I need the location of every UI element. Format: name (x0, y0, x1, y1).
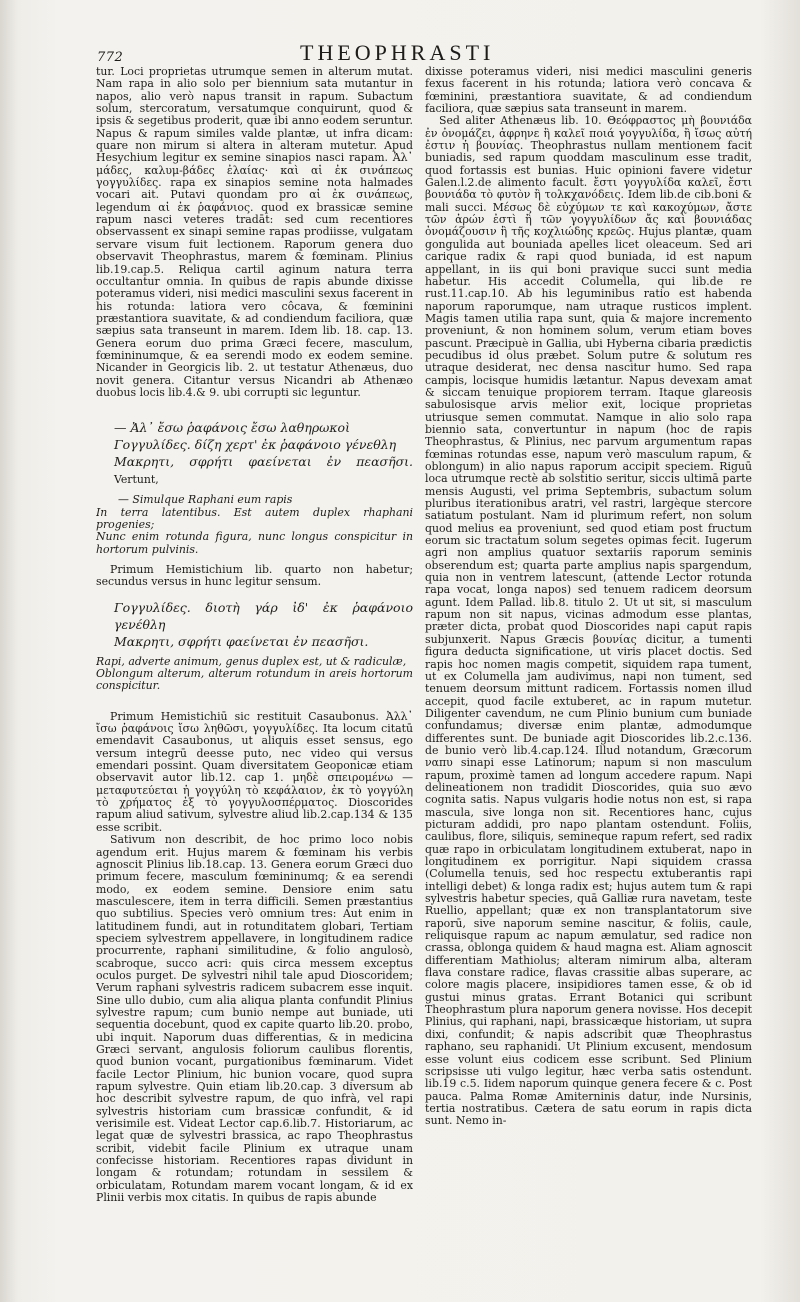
greek-line: — Ἀλ᾽ ἔσω ῥαφάνοις ἔσω λαθηρωκοὶ (114, 420, 350, 436)
verse-line: Nunc enim rotunda figura, nunc longus conspicitur in hortorum pulvinis. (96, 530, 413, 556)
left-paragraph-1: tur. Loci proprietas utrumque semen in alterum mutat. Nam rapa in alio solo per biennium sata mutantur in napos, alio verò napus transit in rapum. Subactum solum, stercoratum, versatumque conquirunt, quod & ipsis & segetibus proderit, quæ ibi anno eodem seruntur. Napus & rapum similes valde plantæ, ut infra dicam: quare non mirum si altera in alteram mutetur. Apud Hesychium legitur ex semine sinapios nasci rapam. Ἀλ᾽ μάδες, καλυμ-βάδες ἐλαίας· καὶ αἱ ἐκ σινάπεως γογγυλίδες. rapa ex sinapios semine nota halmades vocari ait. Putavi quondam pro αἱ ἐκ σινάπεως, legendum αἱ ἐκ ῥαφάνιος. quod ex brassicæ semine rapum nasci veteres tradāt: sed cum recentiores observassent ex sinapi semine rapas prodiisse, vulgatam servare visum fuit lectionem. Raporum genera duo observavit Theophrastus, marem & fœminam. Plinius lib.19.cap.5. Reliqua cartil aginum natura terra occultantur omnia. In quibus de rapis abunde dixisse poteramus videri, nisi medici masculini sexus facerent in his rotunda: latiora vero côcava, & fœminini præstantiora suavitate, & ad condiendum faciliora, quæ sæpius sata transeunt in marem. Idem lib. 18. cap. 13. Genera eorum duo prima Græci fecere, masculum, fœmininumque, & ea serendi modo ex eodem semine. Nicander in Georgicis lib. 2. ut testatur Athenæus, duo novit genera. Citantur versus Nicandri ab Athenæo duobus locis lib.4.& 9. ubi corrupti sic leguntur. (96, 66, 413, 399)
page-header (0, 38, 800, 68)
page-number: 772 (97, 50, 124, 65)
greek-quote-1 (114, 419, 413, 488)
left-paragraph-2: Primum Hemistichium lib. quarto non habetur; secundus versus in hunc legitur sensum. (96, 563, 413, 589)
greek-line: Γογγυλίδες. διοτὴ γάρ ἰδ' ἐκ ῥαφάνοιο γενέθλη (114, 599, 413, 632)
greek-line: Γογγυλίδες. δίζη χερτ' ἐκ ῥαφάνοιο γένεθλη (114, 437, 397, 453)
greek-quote-2 (114, 599, 413, 650)
right-paragraph-1: dixisse poteramus videri, nisi medici masculini generis fexus facerent in his rotunda; latiora verò concava & fœminini, præstantiora suavitate, & ad condiendum faciliora, quæ sæpius sata transeunt in marem. (425, 66, 752, 116)
verse-line: Oblongum alterum, alterum rotundum in areis hortorum conspicitur. (96, 667, 413, 693)
greek-line: Μακρητι, σφρήτι φαείνεται ἐν πεασῆσι. Vertunt, (114, 454, 413, 487)
verse-line: — Simulque Raphani eum rapis (118, 493, 293, 507)
greek-quote-tail: Vertunt, (114, 473, 159, 487)
left-column (96, 66, 413, 1256)
right-paragraph-2: Sed aliter Athenæus lib. 10. Θεόφραστος μὴ βουνιάδα ἐν ὀνομάζει, ἀφρηνε ἢ καλεῖ ποιά γογγυλίδα, ἢ ἴσως αὐτή ἐστιν ἡ βουνίας. Theophrastus nullam mentionem facit buniadis, sed rapum quoddam masculinum esse tradit, quod fortassis est bunias. Huic opinioni favere videtur Galen.l.2.de alimento facult. ἔστι γογγυλίδα καλεῖ, ἔστι βουνιάδα τὸ φυτὸν ἢ τολκχανόδεις. Idem lib.de cib.boni & mali succi. Μέσως δὲ εὐχύμων τε καὶ κακοχύμων, ἄστε τῶν ἀρών ἐστὶ ἢ τῶν γογγυλίδων ἄς καὶ βουνιάδας ὀνομάζουσιν ἢ τῆς κοχλιώδης κρεῶς. Hujus plantæ, quam gongulida aut bouniada apelles licet oleaceum. Sed ari carique radix & rapi quod buniada, id est napum appellant, in iis qui boni pravique succi sunt media habetur. His accedit Columella, qui lib.de re rust.11.cap.10. Ab his leguminibus ratio est habenda naporum raporumque, nam utraque rusticos implent. Magis tamen utilia rapa sunt, quia & majore incremento proveniunt, & non hominem solum, verum etiam boves pascunt. Præcipuè in Gallia, ubi Hyberna cibaria prædictis pecudibus id olus præbet. Solum putre & solutum res utraque desiderat, nec densa nascitur humo. Sed rapa campis, locisque humidis lætantur. Napus devexam amat & siccam tenuique propiorem terram. Itaque glareosis sabulosisque arvis melior exit, locique proprietas utriusque semen commutat. Namque in alio solo rapa biennio sata, convertuntur in napum (hoc de rapis Theophrastus, & Plinius, nec parvum argumentum rapas fœminas rotundas esse, napum verò masculum rapum, & oblongum) in alio napus raporum accipit speciem. Riguū loca utrumque rectè ab solstitio seritur, siccis ultimā parte mensis Augusti, vel prima Septembris, subactum solum pluribus iterationibus aratri, vel rastri, largèque stercore satiatum postulant. Nam id plurimum refert, non solum quod melius ea proveniunt, sed quod etiam post fructum eorum sic tractatum solum segetes opimas fecit. Iugerum agri non amplius quatuor sextariis raporum seminis obserendum est; quarta parte amplius napis spargendum, quia non in ventrem latescunt, (attende Lector rotunda rapa vocat, longa napos) sed tenuem radicem deorsum agunt. Idem Pallad. lib.8. titulo 2. Ut ut sit, si masculum rapum non sit napus, vicinas admodum esse plantas, præter dicta, probat quod Dioscorides napi caput rapis subjunxerit. Napus Græcis βουνίας dicitur, a tumenti figura deducta significatione, ut viris placet doctis. Sed rapis hoc nomen magis competit, siquidem rapa tument, ut ex Columella jam audivimus, napi non tument, sed tenuem deorsum mittunt radicem. Fortassis nomen illud accepit, quod facile extuberet, ac in rapum mutetur. Diligenter cavendum, ne cum Plinio bunium cum buniade confundamus; diversæ enim plantæ, admodumque differentes sunt. De buniade agit Dioscorides lib.2.c.136. de bunio verò lib.4.cap.124. Illud notandum, Græcorum ναπυ sinapi esse Latinorum; napum si non masculum rapum, proximè tamen ad longum accedere rapum. Napi delineationem non tradidit Dioscorides, quia suo ævo cognita satis. Napus vulgaris hodie notus non est, si rapa mascula, sive longa non sit. Recentiores hanc, cujus picturam addidi, pro napo plantam ostendunt. Foliis, caulibus, flore, siliquis, semineque rapum refert, sed radix quæ rapo in orbiculatam longitudinem extuberat, napo in longitudinem ex porrigitur. Napi siquidem crassa (Columella tenuis, sed hoc respectu extuberantis rapi intelligi debet) & longa radix est; hujus autem tum & rapi sylvestris habetur species, quā Galliæ rura navetam, teste Ruellio, appellant; quæ ex non transplantatorum sive raporū, sive naporum semine nascitur, & foliis, caule, reliquisque rapum ac napum æmulatur, sed radice non crassa, oblonga quidem & haud magna est. Aliam agnoscit differentiam Mathiolus; alteram nimirum alba, alteram flava constare radice, flavas crassitie albas superare, ac colore magis placere, insipidiores tamen esse, & ob id gustui minus gratas. Errant Botanici qui scribunt Theophrastum plura naporum genera novisse. Hos decepit Plinius, qui raphani, napi, brassicæque historiam, ut supra dixi, confundit; & napis adscribit quæ Theophrastus raphano, seu raphanidi. Ut Plinium excusent, mendosum esse volunt eius codicem esse scribunt. Sed Plinium scripsisse uti vulgo legitur, hæc verba satis ostendunt. lib.19 c.5. Iidem naporum quinque genera fecere & c. Post pauca. Palma Romæ Amiterninis datur, inde Nursinis, tertia nostratibus. Cætera de satu eorum in rapis dicta sunt. Nemo in- (425, 114, 752, 1128)
greek-line: Μακρητι, σφρήτι φαείνεται ἐν πεασῆσι. (114, 633, 369, 649)
left-paragraph-3: Primum Hemistichiū sic restituit Casaubonus. Ἀλλ᾽ ἴσω ῥαφάνοις ἴσω ληθῶσι, γογγυλίδες. Ita locum citatū emendavit Casaubonus, ut aliquis esset sensus, ego versum integrū deesse puto, nec video qui versus emendari possint. Quam diversitatem Geoponicæ etiam observavit autor lib.12. cap 1. μηδὲ σπειρομένω — μεταφυτεύεται ἡ γογγύλη τὸ κεφάλαιον, ἐκ τὸ γογγύλη τὸ χρήματος ἐξ τὸ γογγυλοσπέρματος. Dioscorides rapum aliud sativum, sylvestre aliud lib.2.cap.134 & 135 esse scribit. (96, 709, 413, 834)
right-column (425, 66, 752, 1281)
left-paragraph-4: Sativum non describit, de hoc primo loco nobis agendum erit. Hujus marem & fœminam his verbis agnoscit Plinius lib.18.cap. 13. Genera eorum Græci duo primum fecere, masculum fœmininumq; & ea serendi modo, ex eodem semine. Densiore enim satu masculescere, item in terra difficili. Semen præstantius quo subtilius. Species verò omnium tres: Aut enim in latitudinem fundi, aut in rotunditatem globari, Tertiam speciem sylvestrem appellavere, in longitudinem radice procurrente, raphani similitudine, & folio angulosò, scabroque, succo acri: quis circa messem exceptus oculos purget. De sylvestri nihil tale apud Dioscoridem; Verum raphani sylvestris radicem subacrem esse inquit. Sine ullo dubio, cum alia aliqua planta confundit Plinius sylvestre rapum; cum bunio nempe aut buniade, uti sequentia docebunt, quod ex capite quarto lib.20. probo, ubi inquit. Naporum duas differentias, & in medicina Græci servant, angulosis foliorum caulibus florentis, quod bunion vocant, purgationibus fœminarum. Videt facile Lector Plinium, hic bunion vocare, quod supra rapum sylvestre. Quin etiam lib.20.cap. 3 diversum ab hoc describit sylvestre rapum, de quo infrà, vel rapi sylvestris historiam cum brassicæ confundit, & id verisimile est. Videat Lector cap.6.lib.7. Historiarum, ac legat quæ de sylvestri brassica, ac rapo Theophrastus scribit, videbit facile Plinium ex utraque unam confecisse historiam. Recentiores rapas dividunt in longam & rotundam; rotundam in sessilem & orbiculatam, Rotundam marem vocant longam, & id ex Plinii verbis mox citatis. In quibus de rapis abunde (96, 833, 413, 1205)
verse-line: In terra latentibus. Est autem duplex rhaphani progenies; (96, 505, 413, 531)
verse-line: Rapi, adverte animum, genus duplex est, ut & radiculæ, (96, 654, 407, 668)
running-title: THEOPHRASTI (300, 40, 495, 65)
latin-verse-1 (96, 494, 413, 556)
latin-verse-2 (96, 656, 413, 693)
